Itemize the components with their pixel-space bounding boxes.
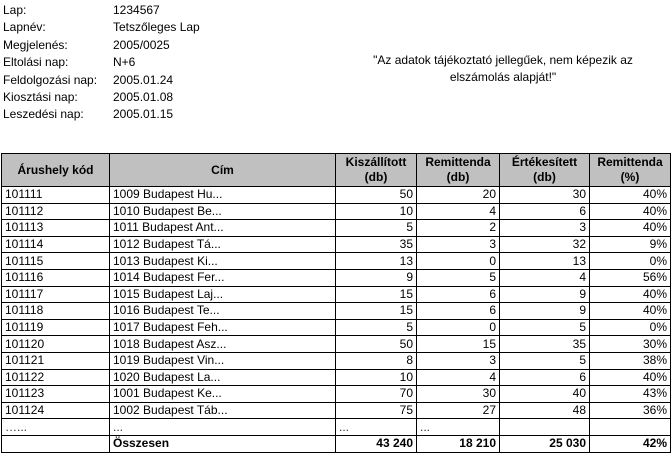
- cell-kiszallitott[interactable]: 70: [336, 386, 417, 403]
- cell-remittenda-pct[interactable]: 40%: [590, 220, 671, 237]
- table-row[interactable]: [2, 187, 671, 204]
- cell-ertekesitett[interactable]: 40: [500, 386, 590, 403]
- total-value: 42%: [590, 435, 671, 452]
- cell-ertekesitett[interactable]: 35: [500, 336, 590, 353]
- cell-kiszallitott[interactable]: 15: [336, 303, 417, 320]
- cell-remittenda-pct[interactable]: 40%: [590, 303, 671, 320]
- cell-cim[interactable]: 1014 Budapest Fer...: [110, 269, 336, 286]
- info-row: [3, 89, 200, 106]
- info-value: 2005.01.24: [113, 72, 174, 87]
- cell-remittenda-db[interactable]: 20: [417, 187, 500, 204]
- table-row[interactable]: [2, 220, 671, 237]
- cell-kiszallitott[interactable]: 13: [336, 253, 417, 270]
- ellipsis-cell: [500, 419, 590, 436]
- info-value: 1234567: [113, 3, 160, 17]
- total-value: 43 240: [336, 435, 417, 452]
- cell-kod[interactable]: 101113: [2, 220, 110, 237]
- table-row[interactable]: [2, 303, 671, 320]
- table-row[interactable]: [2, 402, 671, 419]
- info-label: Lap:: [3, 3, 27, 17]
- cell-remittenda-db[interactable]: 4: [417, 369, 500, 386]
- cell-cim[interactable]: 1009 Budapest Hu...: [110, 187, 336, 204]
- cell-ertekesitett[interactable]: 5: [500, 319, 590, 336]
- cell-kiszallitott[interactable]: 75: [336, 402, 417, 419]
- cell-remittenda-pct[interactable]: 30%: [590, 336, 671, 353]
- cell-remittenda-db[interactable]: 2: [417, 220, 500, 237]
- report-info: [3, 2, 200, 124]
- cell-remittenda-pct[interactable]: 0%: [590, 319, 671, 336]
- ellipsis-row: [2, 419, 671, 436]
- total-row: [2, 435, 671, 452]
- cell-kod[interactable]: 101124: [2, 402, 110, 419]
- cell-remittenda-pct[interactable]: 40%: [590, 187, 671, 204]
- cell-kiszallitott[interactable]: 50: [336, 336, 417, 353]
- cell-kiszallitott[interactable]: 10: [336, 369, 417, 386]
- info-label: Feldolgozási nap:: [3, 72, 98, 87]
- cell-kiszallitott[interactable]: 5: [336, 220, 417, 237]
- cell-remittenda-pct[interactable]: 40%: [590, 286, 671, 303]
- cell-remittenda-pct[interactable]: 43%: [590, 386, 671, 403]
- info-label: Kiosztási nap:: [3, 89, 78, 104]
- table-row[interactable]: [2, 203, 671, 220]
- cell-remittenda-db[interactable]: 30: [417, 386, 500, 403]
- cell-cim[interactable]: 1019 Budapest Vin...: [110, 352, 336, 369]
- table-row[interactable]: [2, 386, 671, 403]
- header-kod[interactable]: Árushely kód: [2, 154, 110, 187]
- info-value: 2005.01.08: [113, 89, 174, 104]
- cell-remittenda-db[interactable]: 3: [417, 352, 500, 369]
- header-remittenda-db[interactable]: Remittenda (db): [417, 154, 500, 187]
- info-value: 2005/0025: [113, 37, 170, 52]
- cell-cim[interactable]: 1012 Budapest Tá...: [110, 236, 336, 253]
- table-row[interactable]: [2, 286, 671, 303]
- disclaimer-note: "Az adatok tájékoztató jellegűek, nem képezik az elszámolás alapját!": [373, 53, 633, 84]
- cell-cim[interactable]: 1002 Budapest Táb...: [110, 402, 336, 419]
- cell-remittenda-pct[interactable]: 0%: [590, 253, 671, 270]
- cell-remittenda-db[interactable]: 3: [417, 236, 500, 253]
- cell-remittenda-pct[interactable]: 9%: [590, 236, 671, 253]
- cell-ertekesitett[interactable]: 13: [500, 253, 590, 270]
- cell-remittenda-pct[interactable]: 36%: [590, 402, 671, 419]
- cell-kod[interactable]: 101111: [2, 187, 110, 204]
- cell-remittenda-pct[interactable]: 56%: [590, 269, 671, 286]
- table-row[interactable]: [2, 352, 671, 369]
- cell-kod[interactable]: 101121: [2, 352, 110, 369]
- total-blank-cell: [2, 435, 110, 452]
- header-remittenda-pct[interactable]: Remittenda (%): [590, 154, 671, 187]
- cell-ertekesitett[interactable]: 6: [500, 203, 590, 220]
- cell-cim[interactable]: 1015 Budapest Laj...: [110, 286, 336, 303]
- info-row: [3, 19, 200, 36]
- table-row[interactable]: [2, 369, 671, 386]
- cell-remittenda-db[interactable]: 5: [417, 269, 500, 286]
- sales-table: [1, 153, 671, 453]
- ellipsis-cell: ...: [336, 419, 417, 436]
- cell-ertekesitett[interactable]: 9: [500, 303, 590, 320]
- cell-cim[interactable]: 1017 Budapest Feh...: [110, 319, 336, 336]
- table-row[interactable]: [2, 336, 671, 353]
- info-row: [3, 37, 200, 54]
- cell-kod[interactable]: 101114: [2, 236, 110, 253]
- cell-ertekesitett[interactable]: 5: [500, 352, 590, 369]
- cell-kod[interactable]: 101122: [2, 369, 110, 386]
- info-value: N+6: [113, 55, 136, 70]
- header-cim[interactable]: Cím: [110, 154, 336, 187]
- total-value: 25 030: [500, 435, 590, 452]
- cell-kiszallitott[interactable]: 35: [336, 236, 417, 253]
- info-label: Eltolási nap:: [3, 55, 69, 70]
- info-row: [3, 54, 200, 71]
- cell-kiszallitott[interactable]: 9: [336, 269, 417, 286]
- table-row[interactable]: [2, 253, 671, 270]
- cell-kiszallitott[interactable]: 50: [336, 187, 417, 204]
- cell-ertekesitett[interactable]: 3: [500, 220, 590, 237]
- cell-remittenda-pct[interactable]: 38%: [590, 352, 671, 369]
- table-row[interactable]: [2, 319, 671, 336]
- cell-cim[interactable]: 1013 Budapest Ki...: [110, 253, 336, 270]
- cell-ertekesitett[interactable]: 30: [500, 187, 590, 204]
- cell-cim[interactable]: 1018 Budapest Asz...: [110, 336, 336, 353]
- cell-cim[interactable]: 1011 Budapest Ant...: [110, 220, 336, 237]
- cell-kiszallitott[interactable]: 15: [336, 286, 417, 303]
- info-label: Leszedési nap:: [3, 107, 84, 122]
- cell-ertekesitett[interactable]: 48: [500, 402, 590, 419]
- cell-kiszallitott[interactable]: 8: [336, 352, 417, 369]
- info-row: [3, 72, 200, 89]
- cell-remittenda-pct[interactable]: 40%: [590, 369, 671, 386]
- cell-kod[interactable]: 101112: [2, 203, 110, 220]
- cell-cim[interactable]: 1001 Budapest Ke...: [110, 386, 336, 403]
- cell-kod[interactable]: 101120: [2, 336, 110, 353]
- header-ertekesitett[interactable]: Értékesített (db): [500, 154, 590, 187]
- cell-remittenda-db[interactable]: 6: [417, 303, 500, 320]
- total-label: Összesen: [110, 435, 336, 452]
- cell-kod[interactable]: 101117: [2, 286, 110, 303]
- table-row[interactable]: [2, 269, 671, 286]
- cell-remittenda-db[interactable]: 0: [417, 319, 500, 336]
- info-value: 2005.01.15: [113, 107, 174, 122]
- cell-kiszallitott[interactable]: 10: [336, 203, 417, 220]
- cell-remittenda-db[interactable]: 6: [417, 286, 500, 303]
- cell-ertekesitett[interactable]: 6: [500, 369, 590, 386]
- cell-cim[interactable]: 1016 Budapest Te...: [110, 303, 336, 320]
- info-label: Lapnév:: [3, 20, 46, 35]
- cell-ertekesitett[interactable]: 4: [500, 269, 590, 286]
- cell-ertekesitett[interactable]: 32: [500, 236, 590, 253]
- cell-remittenda-db[interactable]: 4: [417, 203, 500, 220]
- cell-kod[interactable]: 101116: [2, 269, 110, 286]
- total-value: 18 210: [417, 435, 500, 452]
- cell-remittenda-pct[interactable]: 40%: [590, 203, 671, 220]
- cell-kiszallitott[interactable]: 5: [336, 319, 417, 336]
- cell-ertekesitett[interactable]: 9: [500, 286, 590, 303]
- cell-kod[interactable]: 101115: [2, 253, 110, 270]
- cell-kod[interactable]: 101119: [2, 319, 110, 336]
- cell-cim[interactable]: 1020 Budapest La...: [110, 369, 336, 386]
- cell-remittenda-db[interactable]: 15: [417, 336, 500, 353]
- cell-kod[interactable]: 101118: [2, 303, 110, 320]
- info-row: [3, 106, 200, 123]
- cell-remittenda-db[interactable]: 0: [417, 253, 500, 270]
- cell-cim[interactable]: 1010 Budapest Be...: [110, 203, 336, 220]
- cell-kod[interactable]: 101123: [2, 386, 110, 403]
- info-value: Tetszőleges Lap: [113, 20, 200, 35]
- info-row: [3, 2, 200, 19]
- info-label: Megjelenés:: [3, 37, 68, 52]
- header-kiszallitott[interactable]: Kiszállított (db): [336, 154, 417, 187]
- ellipsis-cell: …...: [2, 419, 110, 436]
- table-header-row: [2, 154, 671, 187]
- ellipsis-cell: ...: [110, 419, 336, 436]
- cell-remittenda-db[interactable]: 27: [417, 402, 500, 419]
- ellipsis-cell: [590, 419, 671, 436]
- table-row[interactable]: [2, 236, 671, 253]
- ellipsis-cell: ...: [417, 419, 500, 436]
